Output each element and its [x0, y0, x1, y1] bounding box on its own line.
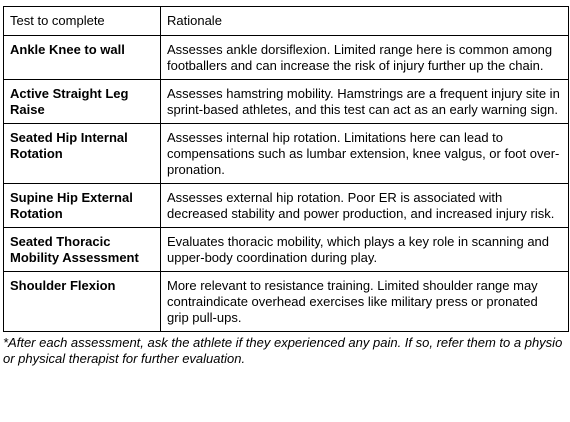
- table-row: [4, 184, 569, 228]
- test-name-cell: Ankle Knee to wall: [4, 36, 161, 80]
- table-row: [4, 80, 569, 124]
- column-header-rationale: Rationale: [161, 7, 569, 36]
- table-row: [4, 272, 569, 332]
- test-name-cell: Active Straight Leg Raise: [4, 80, 161, 124]
- rationale-cell: Assesses external hip rotation. Poor ER is associated with decreased stability and power production, and increased injury risk.: [161, 184, 569, 228]
- column-header-test: Test to complete: [4, 7, 161, 36]
- assessment-document: [3, 6, 568, 367]
- test-name-cell: Supine Hip External Rotation: [4, 184, 161, 228]
- rationale-cell: Assesses hamstring mobility. Hamstrings are a frequent injury site in sprint-based athletes, and this test can act as an early warning sign.: [161, 80, 569, 124]
- rationale-cell: Assesses internal hip rotation. Limitations here can lead to compensations such as lumbar extension, knee valgus, or foot over-pronation.: [161, 124, 569, 184]
- test-name-cell: Seated Thoracic Mobility Assessment: [4, 228, 161, 272]
- rationale-cell: More relevant to resistance training. Limited shoulder range may contraindicate overhead exercises like military press or pronated grip pull-ups.: [161, 272, 569, 332]
- rationale-cell: Evaluates thoracic mobility, which plays a key role in scanning and upper-body coordination during play.: [161, 228, 569, 272]
- test-name-cell: Seated Hip Internal Rotation: [4, 124, 161, 184]
- table-header-row: [4, 7, 569, 36]
- assessment-table: [3, 6, 569, 332]
- rationale-cell: Assesses ankle dorsiflexion. Limited range here is common among footballers and can increase the risk of injury further up the chain.: [161, 36, 569, 80]
- footnote: *After each assessment, ask the athlete if they experienced any pain. If so, refer them to a physio or physical therapist for further evaluation.: [3, 335, 563, 366]
- test-name-cell: Shoulder Flexion: [4, 272, 161, 332]
- table-row: [4, 124, 569, 184]
- table-row: [4, 228, 569, 272]
- table-row: [4, 36, 569, 80]
